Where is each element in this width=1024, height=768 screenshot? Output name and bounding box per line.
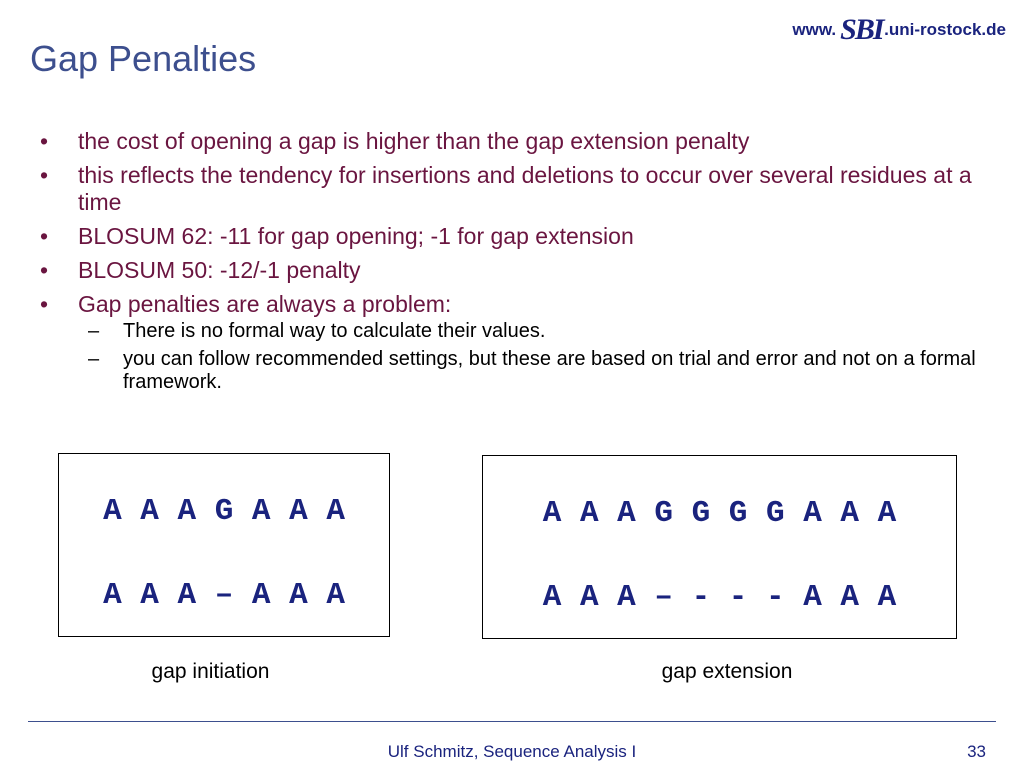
gap-extension-alignment-box bbox=[482, 455, 957, 639]
bullet-icon: • bbox=[40, 223, 49, 249]
sub-bullet-text: There is no formal way to calculate their values. bbox=[123, 320, 546, 342]
bullet-icon: • bbox=[40, 128, 49, 154]
page-number: 33 bbox=[967, 742, 986, 761]
bullet-icon: • bbox=[40, 291, 49, 317]
slide-content bbox=[40, 128, 1000, 401]
bullet-icon: • bbox=[40, 162, 49, 188]
footer-divider bbox=[28, 721, 996, 722]
bullet-text: BLOSUM 50: -12/-1 penalty bbox=[78, 257, 361, 283]
bullet-item bbox=[40, 291, 1000, 394]
footer-author: Ulf Schmitz, Sequence Analysis I bbox=[387, 742, 637, 761]
dash-icon: – bbox=[88, 320, 100, 342]
bullet-text: Gap penalties are always a problem: bbox=[78, 291, 452, 317]
sbi-logo-icon: SBI bbox=[840, 13, 883, 46]
sub-bullet-text: you can follow recommended settings, but these are based on trial and error and not on a formal framework. bbox=[123, 348, 976, 393]
logo-suffix: .uni-rostock.de bbox=[884, 20, 1006, 39]
bullet-list bbox=[40, 128, 1000, 394]
alignment-bottom-sequence: A A A – - - - A A A bbox=[542, 580, 897, 615]
sub-bullet-item bbox=[78, 348, 1000, 394]
bullet-text: the cost of opening a gap is higher than the gap extension penalty bbox=[78, 128, 750, 154]
bullet-item bbox=[40, 162, 1000, 216]
bullet-icon: • bbox=[40, 257, 49, 283]
bullet-text: BLOSUM 62: -11 for gap opening; -1 for gap extension bbox=[78, 223, 634, 249]
bullet-item bbox=[40, 128, 1000, 155]
gap-initiation-alignment-box bbox=[58, 453, 390, 637]
gap-initiation-caption: gap initiation bbox=[151, 660, 270, 683]
gap-extension-caption: gap extension bbox=[661, 660, 793, 683]
alignment-bottom-sequence: A A A – A A A bbox=[103, 578, 345, 613]
bullet-item bbox=[40, 257, 1000, 284]
alignment-top-sequence: A A A G A A A bbox=[103, 494, 345, 529]
sub-bullet-list bbox=[78, 320, 1000, 394]
bullet-text: this reflects the tendency for insertions and deletions to occur over several residues at a time bbox=[78, 162, 972, 215]
bullet-item bbox=[40, 223, 1000, 250]
dash-icon: – bbox=[88, 348, 100, 370]
institution-logo bbox=[792, 14, 1006, 46]
sub-bullet-item bbox=[78, 320, 1000, 343]
slide-title: Gap Penalties bbox=[30, 38, 257, 79]
logo-prefix: www. bbox=[792, 20, 837, 39]
alignment-top-sequence: A A A G G G G A A A bbox=[542, 496, 897, 531]
